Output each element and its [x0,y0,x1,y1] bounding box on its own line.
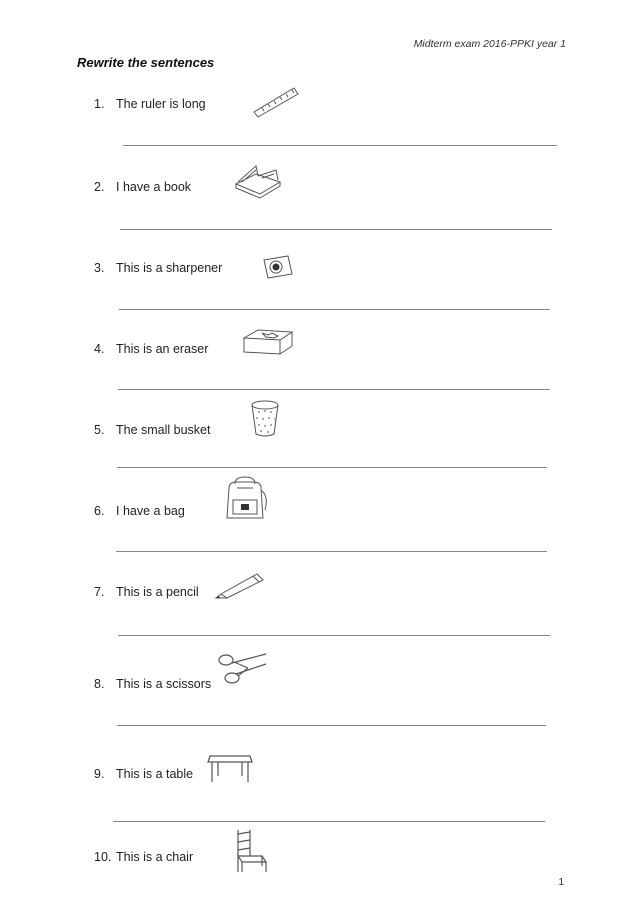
sharpener-icon [258,250,298,284]
item-text: I have a bag [116,504,185,518]
table-icon [204,748,256,786]
item-number: 8. [94,677,105,691]
item-7 [94,585,199,599]
item-5 [94,423,210,437]
answer-line-8[interactable] [117,725,546,726]
item-text: The small busket [116,423,211,437]
basket-icon [248,398,282,440]
item-2 [94,180,191,194]
item-number: 10. [94,850,112,864]
item-10 [94,850,193,864]
item-9 [94,767,193,781]
page-number: 1 [558,877,564,888]
item-number: 7. [94,585,105,599]
scissors-icon [214,648,270,688]
item-8 [94,677,211,691]
item-number: 3. [94,261,105,275]
answer-line-7[interactable] [118,635,550,636]
eraser-icon [240,324,296,358]
item-text: I have a book [116,180,192,194]
answer-line-3[interactable] [119,309,550,310]
item-number: 6. [94,504,105,518]
item-text: This is a sharpener [116,261,223,275]
item-text: The ruler is long [116,97,206,111]
item-6 [94,504,185,518]
header-note: Midterm exam 2016-PPKI year 1 [413,38,566,50]
section-title: Rewrite the sentences [77,55,215,70]
item-4 [94,342,208,356]
answer-line-1[interactable] [123,145,557,146]
item-text: This is a pencil [116,585,199,599]
answer-line-5[interactable] [117,467,547,468]
item-text: This is a chair [116,850,194,864]
item-text: This is a table [116,767,194,781]
answer-line-4[interactable] [118,389,550,390]
item-number: 2. [94,180,105,194]
item-number: 5. [94,423,105,437]
answer-line-6[interactable] [116,551,547,552]
item-number: 9. [94,767,105,781]
item-text: This is a scissors [116,677,212,691]
chair-icon [228,826,272,876]
item-number: 4. [94,342,105,356]
item-text: This is an eraser [116,342,209,356]
book-icon [232,160,284,200]
ruler-icon [250,84,302,118]
answer-line-2[interactable] [120,229,552,230]
answer-line-9[interactable] [113,821,545,822]
item-3 [94,261,222,275]
item-number: 1. [94,97,105,111]
item-1 [94,97,206,111]
pencil-icon [213,570,269,600]
bag-icon [221,474,271,524]
